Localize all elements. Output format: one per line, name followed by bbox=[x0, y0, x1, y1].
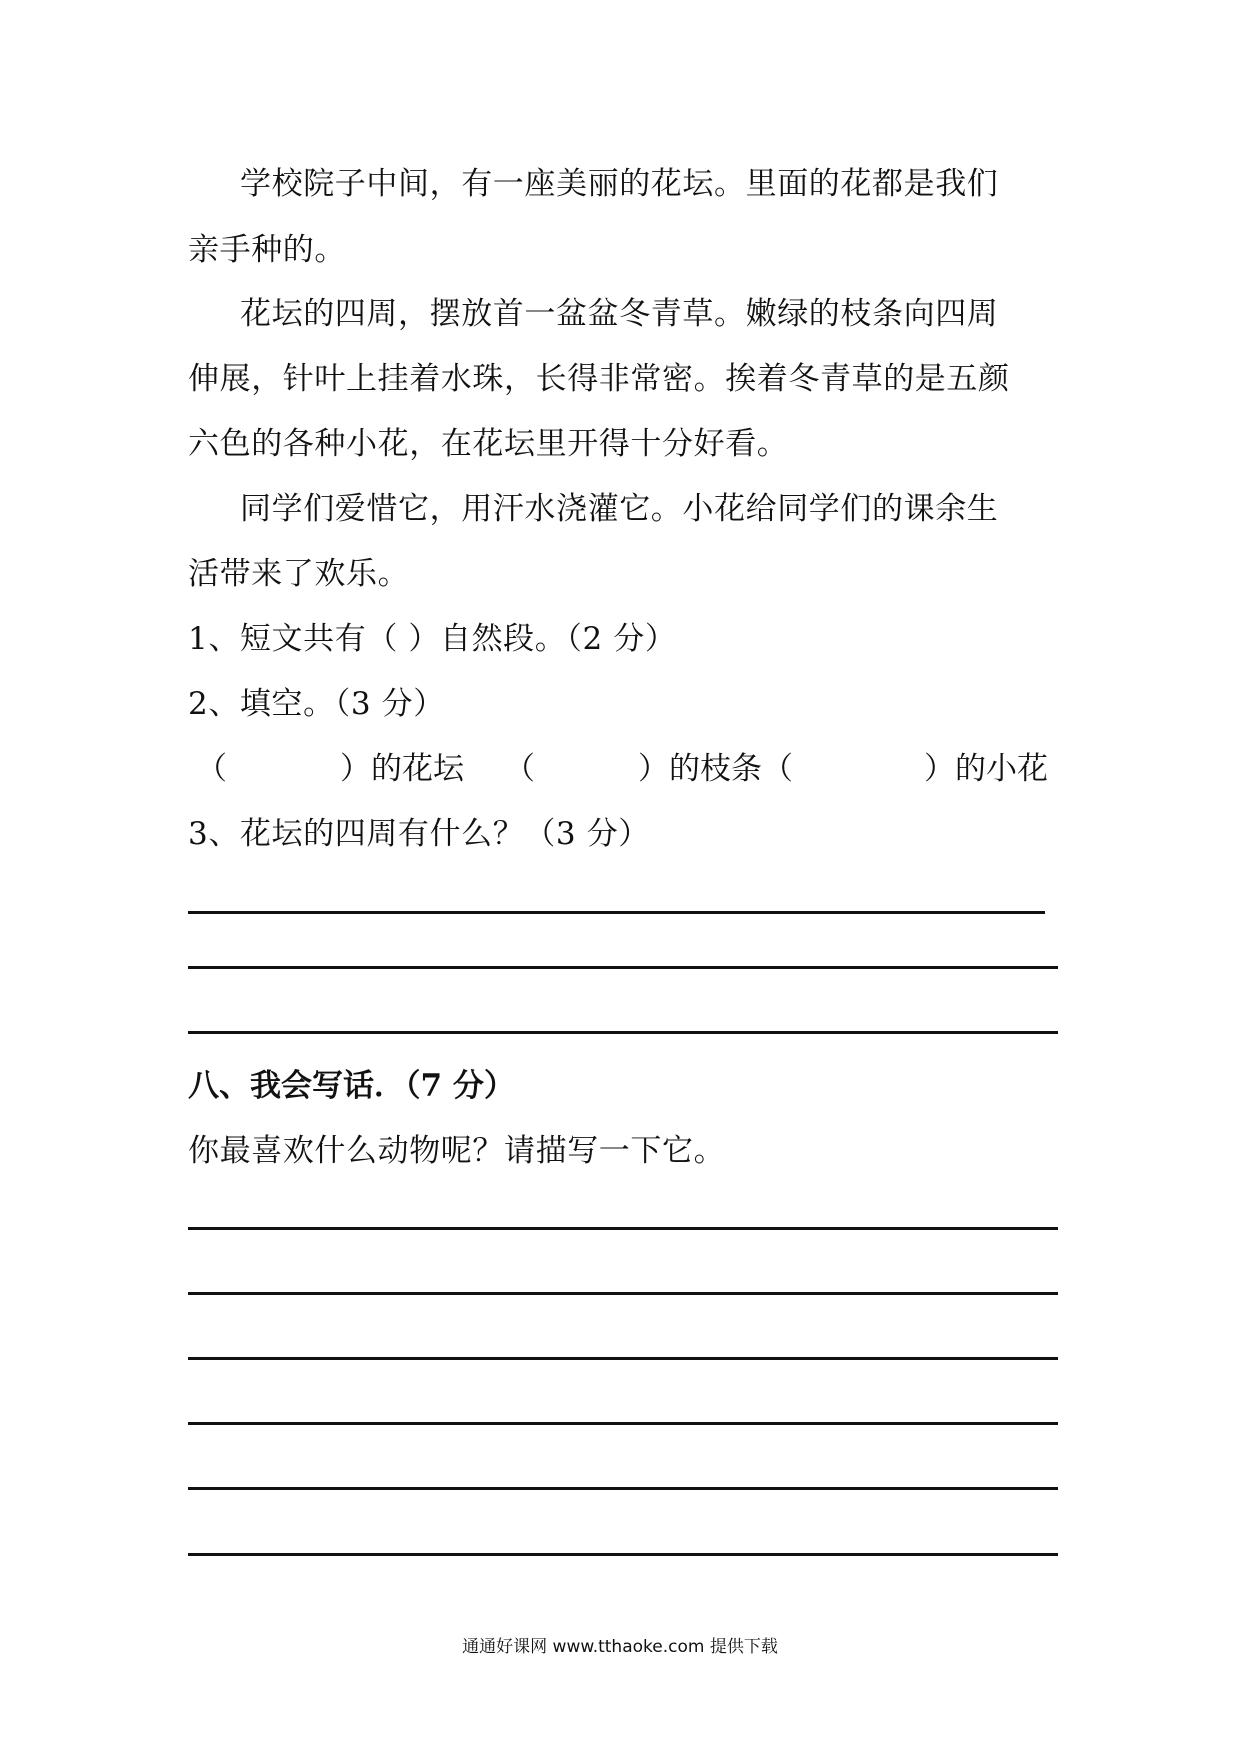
section-8-prompt: 你最喜欢什么动物呢？请描写一下它。 bbox=[188, 1133, 726, 1169]
writing-line-5 bbox=[188, 1487, 1058, 1490]
passage-p2-line2: 伸展，针叶上挂着水珠，长得非常密。挨着冬青草的是五颜 bbox=[188, 361, 1010, 397]
answer-line-q3-3 bbox=[188, 1031, 1058, 1034]
question-2: 2、填空。（3 分） bbox=[188, 686, 445, 722]
writing-line-6 bbox=[188, 1553, 1058, 1556]
passage-p2-line3: 六色的各种小花，在花坛里开得十分好看。 bbox=[188, 426, 789, 462]
question-1: 1、短文共有（ ）自然段。（2 分） bbox=[188, 621, 677, 657]
passage-p1-line1: 学校院子中间，有一座美丽的花坛。里面的花都是我们 bbox=[240, 166, 999, 202]
passage-p3-line2: 活带来了欢乐。 bbox=[188, 556, 410, 592]
passage-p1-line2: 亲手种的。 bbox=[188, 232, 346, 268]
question-3: 3、花坛的四周有什么？（3 分） bbox=[188, 816, 650, 852]
answer-line-q3-2 bbox=[188, 966, 1058, 969]
blank-1-close: ）的花坛 bbox=[340, 751, 464, 787]
writing-line-2 bbox=[188, 1292, 1058, 1295]
footer-credit: 通通好课网 www.tthaoke.com 提供下载 bbox=[462, 1637, 778, 1657]
passage-p2-line1: 花坛的四周，摆放首一盆盆冬青草。嫩绿的枝条向四周 bbox=[240, 296, 999, 332]
section-8-title: 八、我会写话．（7 分） bbox=[188, 1068, 515, 1104]
blank-2-open: （ bbox=[504, 751, 535, 787]
writing-line-3 bbox=[188, 1357, 1058, 1360]
blank-3-close: ）的小花 bbox=[924, 751, 1048, 787]
writing-line-1 bbox=[188, 1227, 1058, 1230]
writing-line-4 bbox=[188, 1422, 1058, 1425]
blank-1-open: （ bbox=[196, 751, 227, 787]
passage-p3-line1: 同学们爱惜它，用汗水浇灌它。小花给同学们的课余生 bbox=[240, 491, 999, 527]
answer-line-q3-1 bbox=[188, 911, 1045, 914]
blank-2-close: ）的枝条（ bbox=[638, 751, 793, 787]
